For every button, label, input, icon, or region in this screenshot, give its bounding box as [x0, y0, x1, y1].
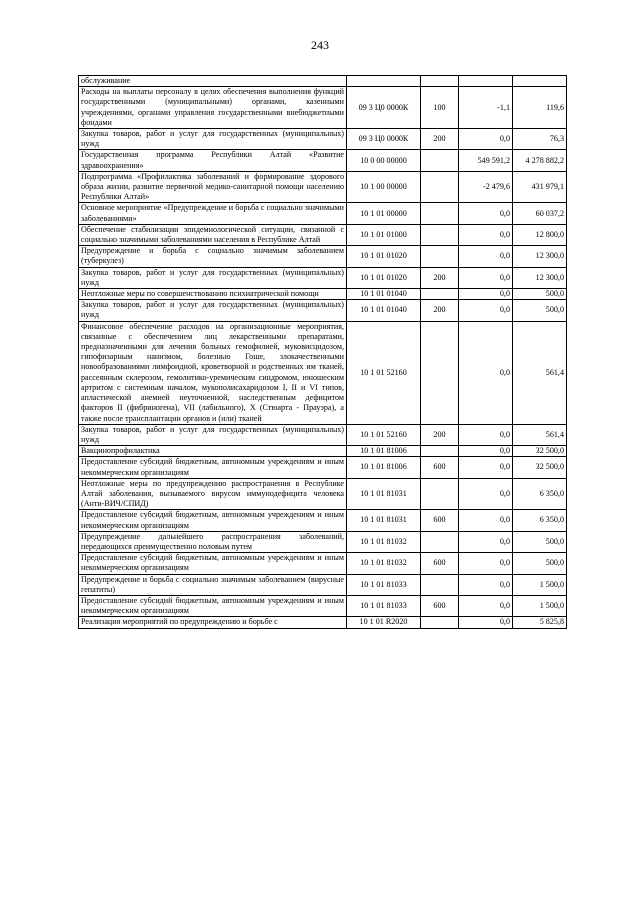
- target-code-cell: 10 1 01 81031: [347, 478, 421, 510]
- amendment-amount-cell: 0,0: [459, 424, 513, 445]
- item-name-cell: Предоставление субсидий бюджетным, автономным учреждениям и иным некоммерческим организациям: [79, 510, 347, 531]
- target-code-cell: 10 1 01 01020: [347, 246, 421, 267]
- target-code-cell: 10 1 01 81006: [347, 446, 421, 457]
- item-name-cell: Подпрограмма «Профилактика заболеваний и формирование здорового образа жизни, развитие первичной медико-санитарной помощи населению Республики Алтай»: [79, 171, 347, 203]
- total-amount-cell: 4 278 882,2: [513, 150, 567, 171]
- table-row: [79, 446, 567, 457]
- page-number: 243: [311, 38, 329, 52]
- total-amount-cell: 431 979,1: [513, 171, 567, 203]
- total-amount-cell: 119,6: [513, 87, 567, 129]
- total-amount-cell: 561,4: [513, 321, 567, 424]
- target-code-cell: 09 3 Ц0 0000К: [347, 129, 421, 150]
- table-row: [79, 76, 567, 87]
- total-amount-cell: 12 300,0: [513, 267, 567, 288]
- total-amount-cell: 500,0: [513, 531, 567, 552]
- target-code-cell: 10 1 01 01000: [347, 224, 421, 245]
- item-name-cell: Обеспечение стабилизации эпидемиологической ситуации, связанной с социально значимыми заболеваниями населения в Республике Алтай: [79, 224, 347, 245]
- item-name-cell: Неотложные меры по совершенствованию психиатрической помощи: [79, 289, 347, 300]
- table-row: [79, 321, 567, 424]
- item-name-cell: Предоставление субсидий бюджетным, автономным учреждениям и иным некоммерческим организациям: [79, 595, 347, 616]
- expense-type-cell: [421, 76, 459, 87]
- amendment-amount-cell: 0,0: [459, 289, 513, 300]
- expense-type-cell: [421, 246, 459, 267]
- table-row: [79, 531, 567, 552]
- amendment-amount-cell: 0,0: [459, 267, 513, 288]
- item-name-cell: Государственная программа Республики Алтай «Развитие здравоохранения»: [79, 150, 347, 171]
- expense-type-cell: [421, 478, 459, 510]
- table-row: [79, 457, 567, 478]
- item-name-cell: Реализация мероприятий по предупреждению и борьбе с: [79, 617, 347, 628]
- target-code-cell: 10 1 01 81032: [347, 531, 421, 552]
- table-row: [79, 478, 567, 510]
- table-row: [79, 510, 567, 531]
- target-code-cell: 10 1 01 01040: [347, 300, 421, 321]
- amendment-amount-cell: 0,0: [459, 321, 513, 424]
- item-name-cell: Основное мероприятие «Предупреждение и борьба с социально значимыми заболеваниями»: [79, 203, 347, 224]
- expense-type-cell: 600: [421, 595, 459, 616]
- total-amount-cell: 32 500,0: [513, 457, 567, 478]
- target-code-cell: 10 1 01 81033: [347, 595, 421, 616]
- item-name-cell: Вакцинопрофилактика: [79, 446, 347, 457]
- item-name-cell: Предоставление субсидий бюджетным, автономным учреждениям и иным некоммерческим организациям: [79, 457, 347, 478]
- item-name-cell: обслуживание: [79, 76, 347, 87]
- amendment-amount-cell: 549 591,2: [459, 150, 513, 171]
- table-row: [79, 129, 567, 150]
- expense-type-cell: 600: [421, 510, 459, 531]
- item-name-cell: Предупреждение и борьба с социально значимым заболеванием (вирусные гепатиты): [79, 574, 347, 595]
- expense-type-cell: 100: [421, 87, 459, 129]
- total-amount-cell: 500,0: [513, 289, 567, 300]
- target-code-cell: 10 1 01 01020: [347, 267, 421, 288]
- total-amount-cell: 76,3: [513, 129, 567, 150]
- amendment-amount-cell: 0,0: [459, 457, 513, 478]
- total-amount-cell: 1 500,0: [513, 595, 567, 616]
- total-amount-cell: 6 350,0: [513, 510, 567, 531]
- amendment-amount-cell: 0,0: [459, 617, 513, 628]
- target-code-cell: [347, 76, 421, 87]
- amendment-amount-cell: 0,0: [459, 224, 513, 245]
- item-name-cell: Закупка товаров, работ и услуг для государственных (муниципальных) нужд: [79, 129, 347, 150]
- table-row: [79, 289, 567, 300]
- target-code-cell: 10 1 01 81031: [347, 510, 421, 531]
- amendment-amount-cell: -1,1: [459, 87, 513, 129]
- expense-type-cell: [421, 171, 459, 203]
- item-name-cell: Закупка товаров, работ и услуг для государственных (муниципальных) нужд: [79, 424, 347, 445]
- table-row: [79, 424, 567, 445]
- expense-type-cell: [421, 531, 459, 552]
- target-code-cell: 09 3 Ц0 0000К: [347, 87, 421, 129]
- table-row: [79, 203, 567, 224]
- amendment-amount-cell: 0,0: [459, 510, 513, 531]
- amendment-amount-cell: 0,0: [459, 203, 513, 224]
- amendment-amount-cell: 0,0: [459, 595, 513, 616]
- table-row: [79, 553, 567, 574]
- table-row: [79, 267, 567, 288]
- expense-type-cell: 600: [421, 553, 459, 574]
- amendment-amount-cell: 0,0: [459, 129, 513, 150]
- table-row: [79, 246, 567, 267]
- amendment-amount-cell: 0,0: [459, 531, 513, 552]
- table-row: [79, 617, 567, 628]
- total-amount-cell: 12 800,0: [513, 224, 567, 245]
- target-code-cell: 10 1 01 81033: [347, 574, 421, 595]
- total-amount-cell: 60 037,2: [513, 203, 567, 224]
- target-code-cell: 10 0 00 00000: [347, 150, 421, 171]
- total-amount-cell: 500,0: [513, 300, 567, 321]
- target-code-cell: 10 1 01 52160: [347, 321, 421, 424]
- total-amount-cell: 5 825,8: [513, 617, 567, 628]
- expense-type-cell: 600: [421, 457, 459, 478]
- amendment-amount-cell: 0,0: [459, 300, 513, 321]
- total-amount-cell: 500,0: [513, 553, 567, 574]
- table-row: [79, 595, 567, 616]
- target-code-cell: 10 1 00 00000: [347, 171, 421, 203]
- table-row: [79, 87, 567, 129]
- expense-type-cell: [421, 617, 459, 628]
- expense-type-cell: [421, 224, 459, 245]
- item-name-cell: Неотложные меры по предупреждению распространения в Республике Алтай заболевания, вызываемого вирусом иммунодефицита человека (Анти-ВИЧ/СПИД): [79, 478, 347, 510]
- expense-type-cell: [421, 446, 459, 457]
- amendment-amount-cell: -2 479,6: [459, 171, 513, 203]
- expense-type-cell: 200: [421, 300, 459, 321]
- expense-type-cell: 200: [421, 424, 459, 445]
- amendment-amount-cell: 0,0: [459, 574, 513, 595]
- target-code-cell: 10 1 01 R2020: [347, 617, 421, 628]
- budget-table: [78, 75, 567, 629]
- item-name-cell: Закупка товаров, работ и услуг для государственных (муниципальных) нужд: [79, 300, 347, 321]
- item-name-cell: Закупка товаров, работ и услуг для государственных (муниципальных) нужд: [79, 267, 347, 288]
- table-row: [79, 224, 567, 245]
- amendment-amount-cell: 0,0: [459, 478, 513, 510]
- target-code-cell: 10 1 01 81006: [347, 457, 421, 478]
- amendment-amount-cell: 0,0: [459, 553, 513, 574]
- table-row: [79, 300, 567, 321]
- amendment-amount-cell: 0,0: [459, 446, 513, 457]
- total-amount-cell: 32 500,0: [513, 446, 567, 457]
- total-amount-cell: 12 300,0: [513, 246, 567, 267]
- expense-type-cell: [421, 321, 459, 424]
- budget-table-body: [79, 76, 567, 629]
- amendment-amount-cell: [459, 76, 513, 87]
- target-code-cell: 10 1 01 01040: [347, 289, 421, 300]
- expense-type-cell: [421, 289, 459, 300]
- target-code-cell: 10 1 01 81032: [347, 553, 421, 574]
- item-name-cell: Расходы на выплаты персоналу в целях обеспечения выполнения функций государственными (муниципальными) органами, казенными учреждениями, органами управления государственными внебюджетными фондами: [79, 87, 347, 129]
- total-amount-cell: 1 500,0: [513, 574, 567, 595]
- target-code-cell: 10 1 01 00000: [347, 203, 421, 224]
- total-amount-cell: [513, 76, 567, 87]
- amendment-amount-cell: 0,0: [459, 246, 513, 267]
- expense-type-cell: [421, 203, 459, 224]
- item-name-cell: Предоставление субсидий бюджетным, автономным учреждениям и иным некоммерческим организациям: [79, 553, 347, 574]
- expense-type-cell: [421, 150, 459, 171]
- table-row: [79, 574, 567, 595]
- table-row: [79, 150, 567, 171]
- expense-type-cell: 200: [421, 267, 459, 288]
- item-name-cell: Финансовое обеспечение расходов на организационные мероприятия, связанные с обеспечением лиц лекарственными препаратами, предназначенными для лечения больных гемофилией, муковисцидозом, гипофизарным нанизмом, болезнью Гоше, злокачественными новообразованиями лимфоидной, кроветворной и родственных им тканей, рассеянным склерозом, гемолитико-уремическим синдромом, юношеским артритом с системным началом, мукополисахаридозом I, II и VI типов, апластической анемией неуточненной, наследственным дефицитом факторов II (фибриногена), VII (лабильного), X (Стюарта - Прауэра), а также после трансплантации органов и (или) тканей: [79, 321, 347, 424]
- expense-type-cell: [421, 574, 459, 595]
- expense-type-cell: 200: [421, 129, 459, 150]
- total-amount-cell: 6 350,0: [513, 478, 567, 510]
- item-name-cell: Предупреждение дальнейшего распространения заболеваний, передающихся преимущественно половым путем: [79, 531, 347, 552]
- table-row: [79, 171, 567, 203]
- total-amount-cell: 561,4: [513, 424, 567, 445]
- target-code-cell: 10 1 01 52160: [347, 424, 421, 445]
- item-name-cell: Предупреждение и борьба с социально значимым заболеванием (туберкулез): [79, 246, 347, 267]
